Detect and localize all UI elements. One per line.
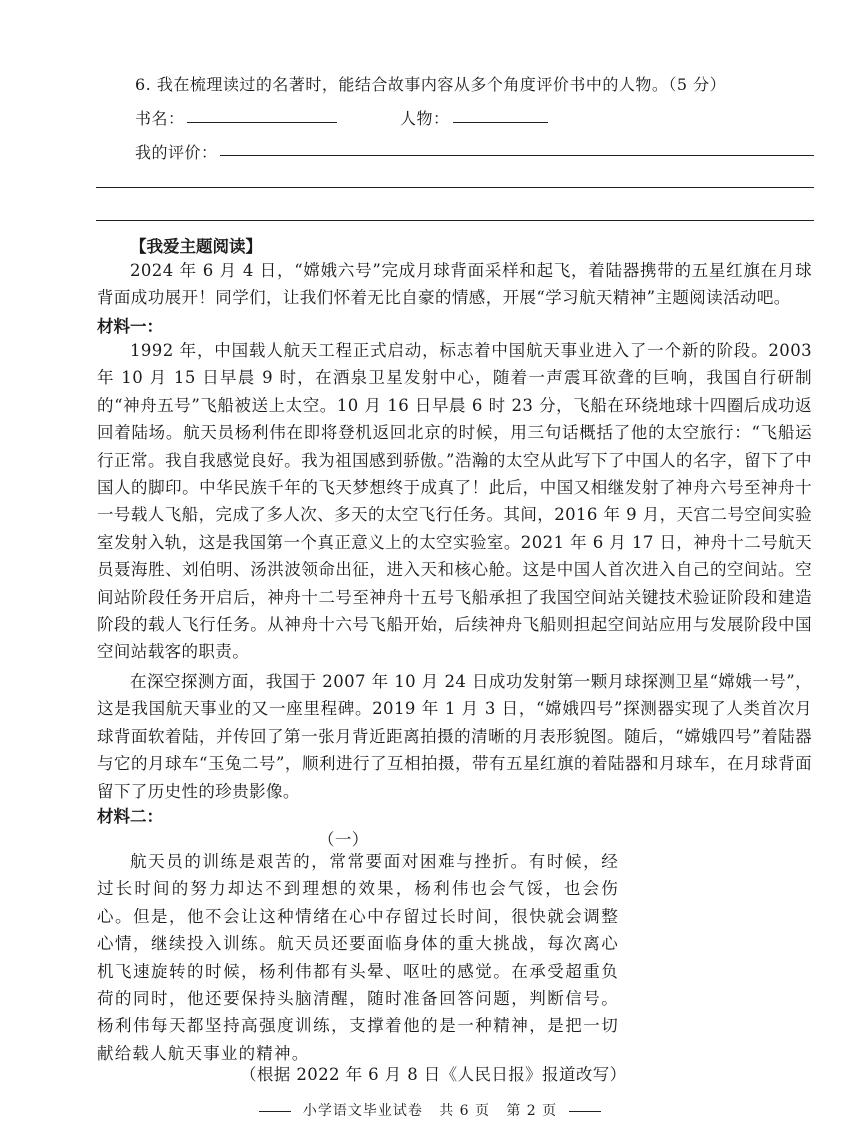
material-1-paragraph-2: 在深空探测方面，我国于 2007 年 10 月 24 日成功发射第一颗月球探测卫星“嫦娥一号”，这是我国航天事业的又一座里程碑。2019 年 1 月 3 日，“嫦娥四号”探测器实现了人类首次月球背面软着陆，并传回了第一张月背近距离拍摄的清晰的月表形貌图。随后，“嫦娥四号”着陆器与它的月球车“玉兔二号”，顺利进行了互相拍摄，带有五星红旗的着陆器和月球车，在月球背面留下了历史性的珍贵影像。	[97, 671, 812, 801]
material-2-label: 材料二：	[97, 807, 163, 826]
page-footer	[0, 1100, 860, 1120]
evaluation-blank-line-2[interactable]	[96, 187, 814, 188]
material-2-source: （根据 2022 年 6 月 8 日《人民日报》报道改写）	[240, 1065, 627, 1084]
section-heading: 【我爱主题阅读】	[130, 237, 262, 256]
material-2-body	[97, 848, 619, 1067]
evaluation-blank-line-3[interactable]	[96, 220, 814, 221]
question-6-text: 6. 我在梳理读过的名著时，能结合故事内容从多个角度评价书中的人物。（5 分）	[135, 75, 727, 94]
material-1-body	[97, 337, 812, 805]
material-1-paragraph-1: 1992 年，中国载人航天工程正式启动，标志着中国航天事业进入了一个新的阶段。2003 年 10 月 15 日早晨 9 时，在酒泉卫星发射中心，随着一声震耳欲聋的巨响，我国自行研制的“神舟五号”飞船被送上太空。10 月 16 日早晨 6 时 23 分，飞船在环绕地球十四圈后成功返回着陆场。航天员杨利伟在即将登机返回北京的时候，用三句话概括了他的太空旅行：“飞船运行正常。我自我感觉良好。我为祖国感到骄傲。”浩瀚的太空从此写下了中国人的名字，留下了中国人的脚印。中华民族千年的飞天梦想终于成真了！此后，中国又相继发射了神舟六号至神舟十一号载人飞船，完成了多人次、多天的太空飞行任务。其间，2016 年 9 月，天宫二号空间实验室发射入轨，这是我国第一个真正意义上的太空实验室。2021 年 6 月 17 日，神舟十二号航天员聂海胜、刘伯明、汤洪波领命出征，进入天和核心舱。这是中国人首次进入自己的空间站。空间站阶段任务开启后，神舟十二号至神舟十五号飞船承担了我国空间站关键技术验证阶段和建造阶段的载人飞行任务。从神舟十六号飞船开始，后续神舟飞船则担起空间站应用与发展阶段中国空间站载客的职责。	[97, 341, 812, 662]
intro-paragraph: 2024 年 6 月 4 日，“嫦娥六号”完成月球背面采样和起飞，着陆器携带的五星红旗在月球背面成功展开！同学们，让我们怀着无比自豪的情感，开展“学习航天精神”主题阅读活动吧。	[97, 261, 812, 308]
material-2-subheading: （一）	[318, 830, 369, 849]
footer-total-pages: 共 6 页	[439, 1103, 490, 1119]
person-blank[interactable]	[453, 122, 548, 123]
section-intro	[97, 257, 812, 312]
material-1-label: 材料一：	[97, 317, 163, 336]
footer-exam-name: 小学语文毕业试卷	[302, 1103, 423, 1119]
book-name-label: 书名：	[135, 109, 185, 128]
material-2-paragraph-1: 航天员的训练是艰苦的，常常要面对困难与挫折。有时候，经过长时间的努力却达不到理想的效果，杨利伟也会气馁，也会伤心。但是，他不会让这种情绪在心中存留过长时间，很快就会调整心情，继续投入训练。航天员还要面临身体的重大挑战，每次离心机飞速旋转的时候，杨利伟都有头晕、呕吐的感觉。在承受超重负荷的同时，他还要保持头脑清醒，随时准备回答问题，判断信号。杨利伟每天都坚持高强度训练，支撑着他的是一种精神，是把一切献给载人航天事业的精神。	[97, 852, 619, 1063]
person-label: 人物：	[400, 109, 450, 128]
footer-dash-right	[569, 1111, 601, 1112]
footer-dash-left	[259, 1111, 291, 1112]
footer-current-page: 第 2 页	[506, 1103, 558, 1119]
evaluation-label: 我的评价：	[135, 143, 218, 162]
book-name-blank[interactable]	[187, 122, 337, 123]
evaluation-blank-line-1[interactable]	[220, 155, 814, 156]
